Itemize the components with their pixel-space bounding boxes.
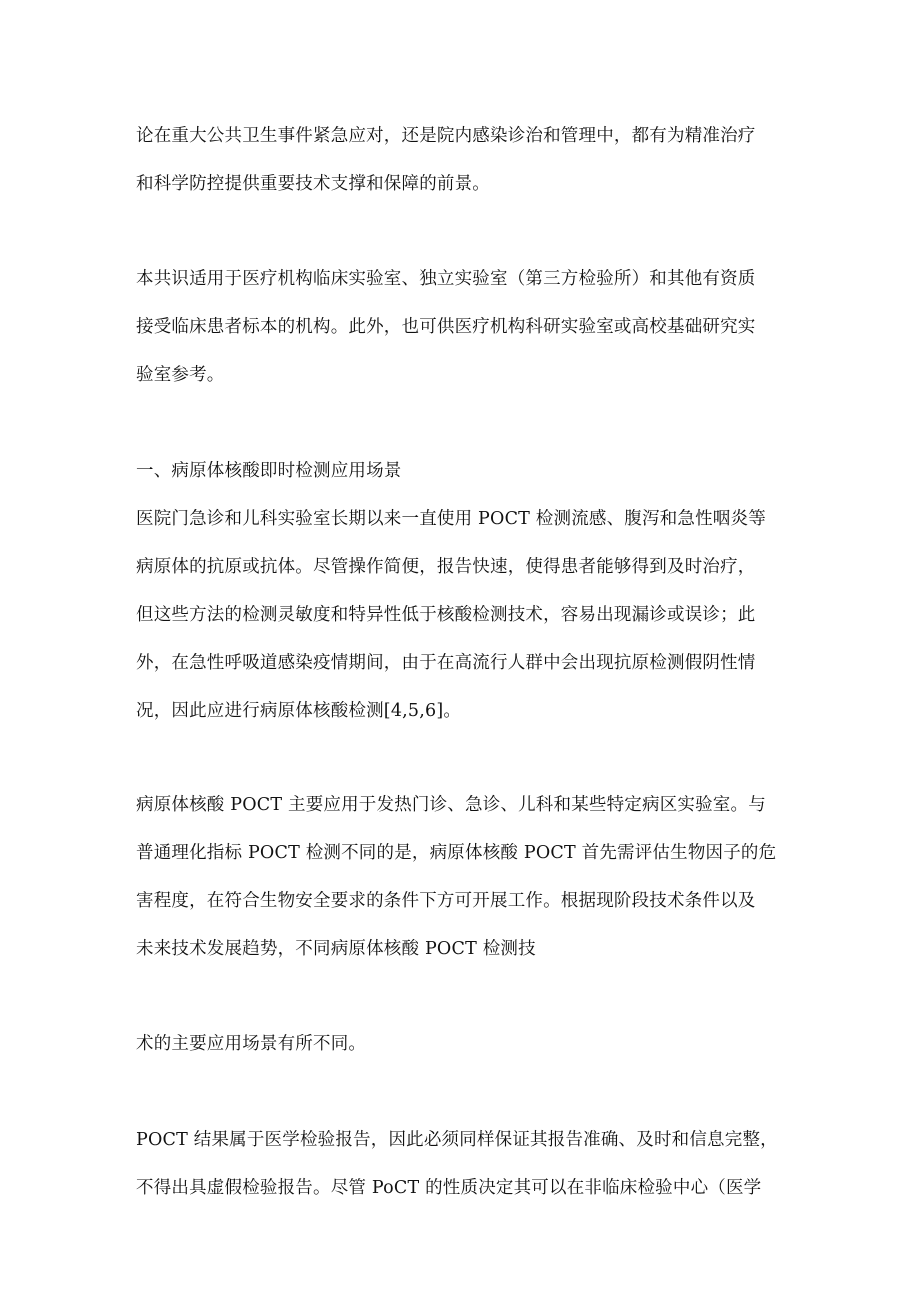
text-line: 接受临床患者标本的机构。此外，也可供医疗机构科研实验室或高校基础研究实: [136, 317, 756, 337]
paragraph-poct-applications-continued: [136, 1020, 796, 1068]
text-line: 和科学防控提供重要技术支撑和保障的前景。: [136, 174, 490, 194]
paragraph-application-background: [136, 495, 796, 735]
text-line: 不得出具虚假检验报告。尽管 PoCT 的性质决定其可以在非临床检验中心（医学: [136, 1178, 762, 1198]
text-line: 未来技术发展趋势，不同病原体核酸 POCT 检测技: [136, 939, 536, 959]
text-line: 本共识适用于医疗机构临床实验室、独立实验室（第三方检验所）和其他有资质: [136, 269, 756, 289]
paragraph-poct-report: [136, 1116, 796, 1212]
text-line: 况，因此应进行病原体核酸检测[4,5,6]。: [136, 701, 462, 721]
paragraph-poct-applications: [136, 781, 796, 973]
text-line: 验室参考。: [136, 365, 225, 385]
text-line: 害程度，在符合生物安全要求的条件下方可开展工作。根据现阶段技术条件以及: [136, 891, 756, 911]
text-line: 但这些方法的检测灵敏度和特异性低于核酸检测技术，容易出现漏诊或误诊；此: [136, 605, 756, 625]
text-line: 医院门急诊和儿科实验室长期以来一直使用 POCT 检测流感、腹泻和急性咽炎等: [136, 509, 766, 529]
text-line: 术的主要应用场景有所不同。: [136, 1034, 367, 1054]
text-line: 外，在急性呼吸道感染疫情期间，由于在高流行人群中会出现抗原检测假阴性情: [136, 653, 756, 673]
text-line: 普通理化指标 POCT 检测不同的是，病原体核酸 POCT 首先需评估生物因子的危: [136, 843, 777, 863]
heading-text: 一、病原体核酸即时检测应用场景: [136, 461, 402, 481]
paragraph-intro-continued: [136, 112, 796, 208]
text-line: 病原体核酸 POCT 主要应用于发热门诊、急诊、儿科和某些特定病区实验室。与: [136, 795, 766, 815]
text-line: 病原体的抗原或抗体。尽管操作简便，报告快速，使得患者能够得到及时治疗，: [136, 557, 756, 577]
paragraph-scope: [136, 255, 796, 399]
text-line: 论在重大公共卫生事件紧急应对，还是院内感染诊治和管理中，都有为精准治疗: [136, 126, 756, 146]
section-heading: [136, 447, 796, 495]
text-line: POCT 结果属于医学检验报告，因此必须同样保证其报告准确、及时和信息完整，: [136, 1130, 778, 1150]
